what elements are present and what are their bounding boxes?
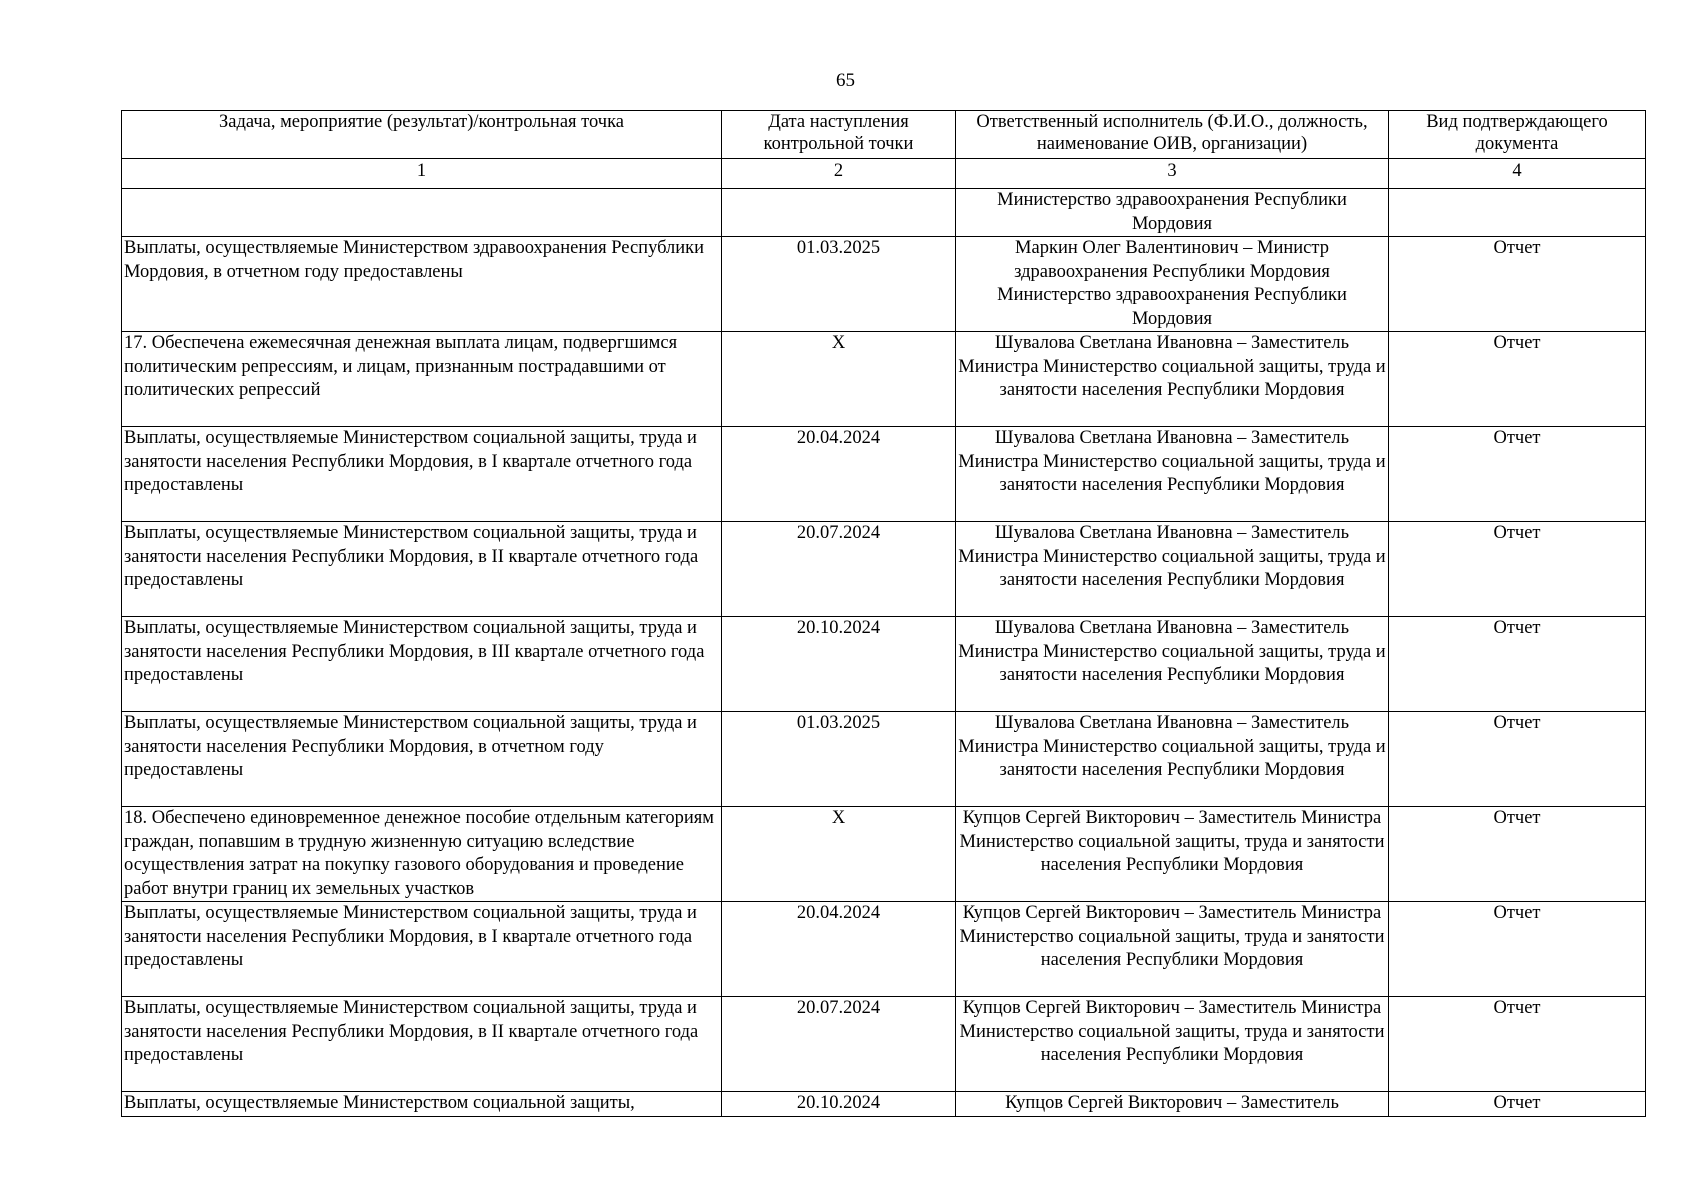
date-cell: 20.04.2024 <box>722 902 956 997</box>
table-row <box>122 237 1646 332</box>
task-cell: Выплаты, осуществляемые Министерством здравоохранения Республики Мордовия, в отчетном году предоставлены <box>122 237 722 332</box>
document-cell: Отчет <box>1389 427 1646 522</box>
header-date: Дата наступления контрольной точки <box>722 111 956 159</box>
responsible-cell: Маркин Олег Валентинович – Министр здравоохранения Республики Мордовия Министерство здравоохранения Республики Мордовия <box>956 237 1389 332</box>
task-cell <box>122 189 722 237</box>
date-cell <box>722 189 956 237</box>
date-cell: 01.03.2025 <box>722 237 956 332</box>
table-row <box>122 997 1646 1092</box>
document-cell: Отчет <box>1389 522 1646 617</box>
table-row <box>122 807 1646 902</box>
control-points-table <box>121 110 1646 1117</box>
table-row <box>122 902 1646 997</box>
date-cell: 20.07.2024 <box>722 997 956 1092</box>
document-cell: Отчет <box>1389 807 1646 902</box>
table-row <box>122 332 1646 427</box>
header-responsible: Ответственный исполнитель (Ф.И.О., должность, наименование ОИВ, организации) <box>956 111 1389 159</box>
responsible-cell: Шувалова Светлана Ивановна – Заместитель Министра Министерство социальной защиты, труда и занятости населения Республики Мордовия <box>956 332 1389 427</box>
task-cell: 17. Обеспечена ежемесячная денежная выплата лицам, подвергшимся политическим репрессиям, и лицам, признанным пострадавшими от политических репрессий <box>122 332 722 427</box>
table-row <box>122 1092 1646 1117</box>
date-cell: 01.03.2025 <box>722 712 956 807</box>
document-cell: Отчет <box>1389 1092 1646 1117</box>
task-cell: Выплаты, осуществляемые Министерством социальной защиты, труда и занятости населения Республики Мордовия, в II квартале отчетного года предоставлены <box>122 522 722 617</box>
task-cell: Выплаты, осуществляемые Министерством социальной защиты, труда и занятости населения Республики Мордовия, в II квартале отчетного года предоставлены <box>122 997 722 1092</box>
table-row <box>122 189 1646 237</box>
responsible-cell: Купцов Сергей Викторович – Заместитель Министра Министерство социальной защиты, труда и занятости населения Республики Мордовия <box>956 807 1389 902</box>
responsible-cell: Купцов Сергей Викторович – Заместитель <box>956 1092 1389 1117</box>
task-cell: Выплаты, осуществляемые Министерством социальной защиты, труда и занятости населения Республики Мордовия, в I квартале отчетного года предоставлены <box>122 902 722 997</box>
date-cell: Х <box>722 332 956 427</box>
document-cell: Отчет <box>1389 332 1646 427</box>
responsible-cell: Купцов Сергей Викторович – Заместитель Министра Министерство социальной защиты, труда и занятости населения Республики Мордовия <box>956 902 1389 997</box>
date-cell: Х <box>722 807 956 902</box>
date-cell: 20.10.2024 <box>722 617 956 712</box>
responsible-cell: Министерство здравоохранения Республики Мордовия <box>956 189 1389 237</box>
table-header-row <box>122 111 1646 159</box>
document-cell: Отчет <box>1389 237 1646 332</box>
table-row <box>122 522 1646 617</box>
document-cell: Отчет <box>1389 617 1646 712</box>
header-document: Вид подтверждающего документа <box>1389 111 1646 159</box>
column-number: 2 <box>722 159 956 189</box>
column-number: 3 <box>956 159 1389 189</box>
task-cell: 18. Обеспечено единовременное денежное пособие отдельным категориям граждан, попавшим в трудную жизненную ситуацию вследствие осуществления затрат на покупку газового оборудования и проведение работ внутри границ их земельных участков <box>122 807 722 902</box>
date-cell: 20.07.2024 <box>722 522 956 617</box>
task-cell: Выплаты, осуществляемые Министерством социальной защиты, <box>122 1092 722 1117</box>
document-cell: Отчет <box>1389 712 1646 807</box>
responsible-cell: Шувалова Светлана Ивановна – Заместитель Министра Министерство социальной защиты, труда и занятости населения Республики Мордовия <box>956 712 1389 807</box>
date-cell: 20.04.2024 <box>722 427 956 522</box>
document-cell <box>1389 189 1646 237</box>
table-row <box>122 617 1646 712</box>
header-task: Задача, мероприятие (результат)/контрольная точка <box>122 111 722 159</box>
document-cell: Отчет <box>1389 902 1646 997</box>
responsible-cell: Шувалова Светлана Ивановна – Заместитель Министра Министерство социальной защиты, труда и занятости населения Республики Мордовия <box>956 427 1389 522</box>
task-cell: Выплаты, осуществляемые Министерством социальной защиты, труда и занятости населения Республики Мордовия, в III квартале отчетного года предоставлены <box>122 617 722 712</box>
table-row <box>122 712 1646 807</box>
responsible-cell: Купцов Сергей Викторович – Заместитель Министра Министерство социальной защиты, труда и занятости населения Республики Мордовия <box>956 997 1389 1092</box>
responsible-cell: Шувалова Светлана Ивановна – Заместитель Министра Министерство социальной защиты, труда и занятости населения Республики Мордовия <box>956 522 1389 617</box>
column-number-row <box>122 159 1646 189</box>
table-row <box>122 427 1646 522</box>
column-number: 4 <box>1389 159 1646 189</box>
column-number: 1 <box>122 159 722 189</box>
task-cell: Выплаты, осуществляемые Министерством социальной защиты, труда и занятости населения Республики Мордовия, в I квартале отчетного года предоставлены <box>122 427 722 522</box>
page-number: 65 <box>836 70 855 91</box>
document-cell: Отчет <box>1389 997 1646 1092</box>
date-cell: 20.10.2024 <box>722 1092 956 1117</box>
responsible-cell: Шувалова Светлана Ивановна – Заместитель Министра Министерство социальной защиты, труда и занятости населения Республики Мордовия <box>956 617 1389 712</box>
task-cell: Выплаты, осуществляемые Министерством социальной защиты, труда и занятости населения Республики Мордовия, в отчетном году предоставлены <box>122 712 722 807</box>
